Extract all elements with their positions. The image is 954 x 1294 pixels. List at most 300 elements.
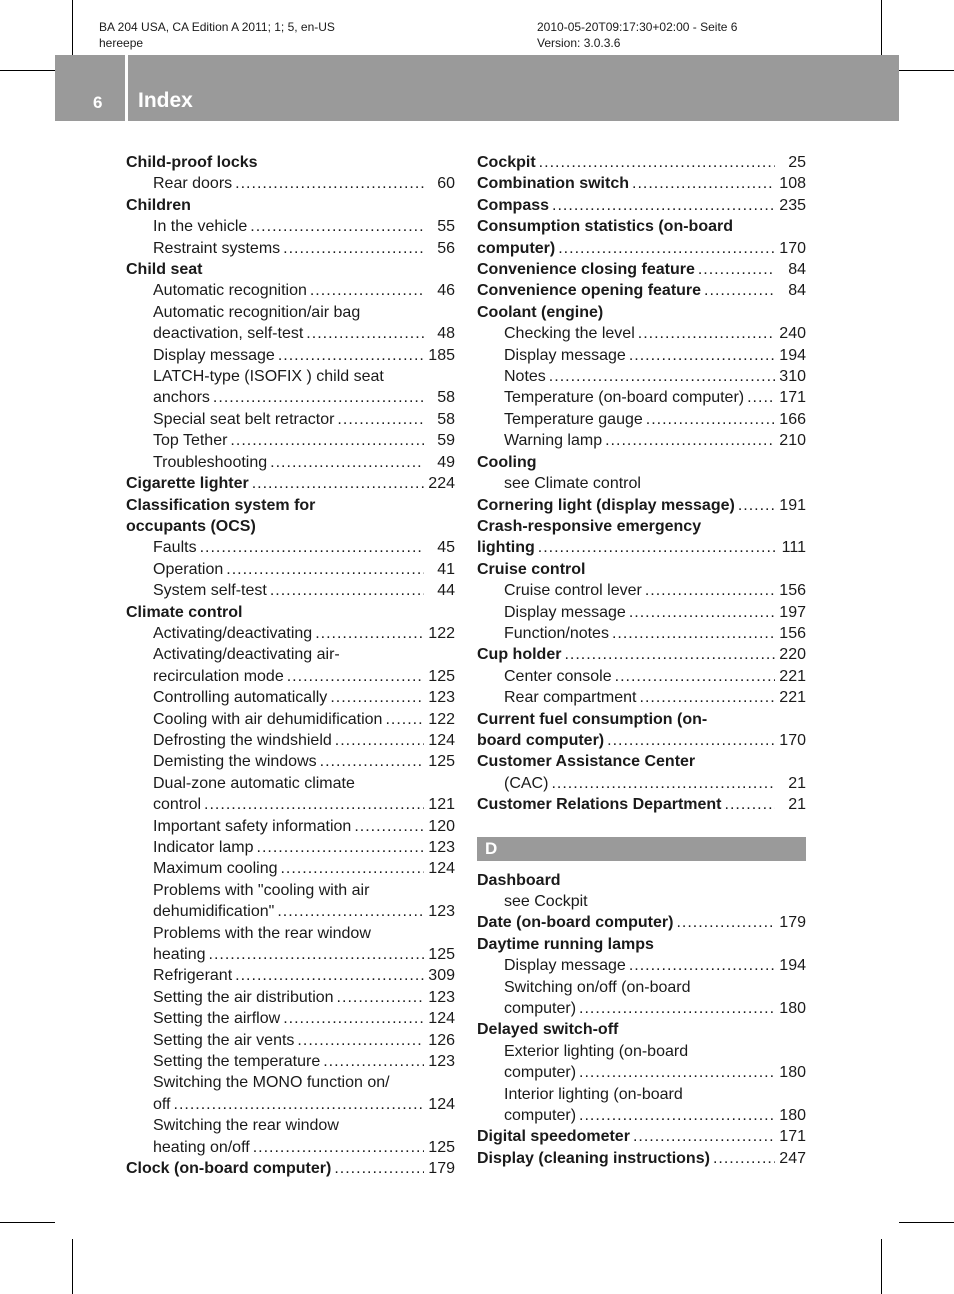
index-subentry [126, 1072, 455, 1093]
entry-label: Consumption statistics (on-board [477, 218, 733, 236]
entry-label: off [153, 1095, 171, 1113]
entry-label: heating [153, 946, 206, 964]
crop-mark [899, 70, 954, 71]
leader-dots [315, 623, 424, 644]
leader-dots [253, 1137, 424, 1158]
index-subentry [477, 1105, 806, 1126]
entry-label: In the vehicle [153, 218, 248, 236]
entry-label: Switching on/off (on-board [504, 978, 691, 996]
page-reference: 221 [779, 667, 806, 685]
index-subentry [126, 580, 455, 601]
leader-dots [213, 387, 424, 408]
leader-dots [277, 901, 424, 922]
page-reference: 179 [779, 914, 806, 932]
entry-label: Cockpit [477, 154, 536, 171]
page-reference: 247 [779, 1149, 806, 1167]
page-reference: 56 [437, 239, 455, 257]
index-entry [477, 516, 806, 537]
index-subentry [477, 366, 806, 387]
entry-label: computer) [504, 1064, 577, 1082]
page-reference: 180 [779, 1107, 806, 1125]
leader-dots [539, 152, 775, 173]
page-reference: 170 [779, 731, 806, 749]
index-entry [477, 794, 806, 815]
leader-dots [698, 259, 775, 280]
leader-dots [725, 794, 776, 815]
entry-label: Cooling with air dehumidification [153, 710, 383, 728]
index-subentry [477, 687, 806, 708]
entry-label: Activating/deactivating [153, 624, 313, 642]
leader-dots [280, 858, 424, 879]
entry-label: Interior lighting (on-board [504, 1085, 683, 1103]
entry-label: board computer) [477, 731, 605, 749]
index-entry [126, 473, 455, 494]
entry-label: see Climate control [504, 475, 641, 493]
index-subentry [126, 880, 455, 901]
page-reference: 170 [779, 239, 806, 257]
leader-dots [579, 1105, 775, 1126]
entry-label: Switching the MONO function on/ [153, 1074, 390, 1092]
leader-dots [579, 998, 775, 1019]
entry-label: Exterior lighting (on-board [504, 1042, 689, 1060]
entry-label: control [153, 796, 202, 814]
index-letter-heading: D [477, 837, 806, 861]
leader-dots [310, 280, 424, 301]
entry-label: Troubleshooting [153, 453, 268, 471]
entry-label: Cornering light (display message) [477, 496, 735, 514]
index-subentry [477, 623, 806, 644]
index-entry [477, 559, 806, 580]
entry-label: Cigarette lighter [126, 475, 249, 493]
entry-label: Setting the airflow [153, 1010, 281, 1028]
entry-label: Crash-responsive emergency [477, 517, 702, 535]
page-title: Index [138, 89, 193, 112]
page-reference: 46 [437, 282, 455, 300]
page-reference: 123 [428, 903, 455, 921]
index-subentry [126, 987, 455, 1008]
entry-label: Customer Assistance Center [477, 753, 696, 771]
entry-label: Child seat [126, 261, 203, 279]
index-subentry [126, 709, 455, 730]
entry-label: Classification system for [126, 496, 316, 514]
page-reference: 41 [437, 560, 455, 578]
entry-label: Current fuel consumption (on- [477, 710, 708, 728]
index-subentry [126, 623, 455, 644]
page-reference: 191 [779, 496, 806, 514]
leader-dots [235, 173, 424, 194]
entry-label: Climate control [126, 603, 243, 621]
index-subentry [126, 730, 455, 751]
leader-dots [226, 559, 424, 580]
page-reference: 122 [428, 624, 455, 642]
leader-dots [323, 1051, 424, 1072]
entry-label: Date (on-board computer) [477, 914, 674, 932]
entry-label: lighting [477, 539, 535, 557]
entry-label: Cruise control [477, 560, 586, 578]
entry-label: System self-test [153, 582, 267, 600]
entry-label: Top Tether [153, 432, 228, 450]
leader-dots [713, 1148, 775, 1169]
print-meta-left [99, 19, 335, 51]
page-reference: 58 [437, 410, 455, 428]
leader-dots [209, 944, 425, 965]
leader-dots [334, 1158, 424, 1179]
page-reference: 310 [779, 368, 806, 386]
page-reference: 123 [428, 839, 455, 856]
entry-label: Cruise control lever [504, 582, 642, 600]
page-reference: 221 [779, 689, 806, 707]
leader-dots [638, 323, 775, 344]
leader-dots [704, 280, 775, 301]
leader-dots [579, 1062, 775, 1083]
page-reference: 180 [779, 1064, 806, 1082]
index-subentry [126, 323, 455, 344]
leader-dots [250, 216, 424, 237]
crop-mark [881, 1239, 882, 1294]
page-reference: 309 [428, 967, 455, 985]
leader-dots [174, 1094, 425, 1115]
index-subentry [126, 537, 455, 558]
page-reference: 49 [437, 453, 455, 471]
entry-label: Switching the rear window [153, 1117, 339, 1135]
page-reference: 224 [428, 475, 455, 493]
entry-label: Automatic recognition/air bag [153, 303, 361, 321]
leader-dots [538, 537, 775, 558]
entry-label: Special seat belt retractor [153, 410, 335, 428]
page-reference: 84 [788, 282, 806, 300]
index-subentry [126, 687, 455, 708]
index-subentry [477, 345, 806, 366]
entry-label: Important safety information [153, 817, 352, 835]
index-entry [477, 870, 806, 891]
page-reference: 124 [428, 731, 455, 749]
entry-label: Setting the temperature [153, 1053, 321, 1071]
entry-label: Warning lamp [504, 432, 603, 450]
entry-label: Compass [477, 196, 550, 214]
index-entry [126, 259, 455, 280]
entry-label: Activating/deactivating air- [153, 646, 340, 664]
entry-label: Coolant (engine) [477, 303, 604, 321]
entry-label: Customer Relations Department [477, 796, 722, 814]
entry-label: Problems with "cooling with air [153, 881, 370, 899]
index-entry [477, 238, 806, 259]
entry-label: Refrigerant [153, 967, 233, 985]
index-subentry [126, 794, 455, 815]
page-reference: 122 [428, 710, 455, 728]
page-reference: 194 [779, 346, 806, 364]
index-subentry [126, 387, 455, 408]
crop-mark [0, 70, 55, 71]
leader-dots [354, 816, 424, 837]
index-subentry [477, 773, 806, 794]
leader-dots [747, 387, 775, 408]
entry-label: Controlling automatically [153, 689, 328, 707]
entry-label: Setting the air distribution [153, 988, 334, 1006]
index-subentry [126, 302, 455, 323]
index-subentry [126, 1030, 455, 1051]
index-subentry [477, 387, 806, 408]
entry-label: Function/notes [504, 624, 609, 642]
index-subentry [126, 944, 455, 965]
index-subentry [477, 580, 806, 601]
index-subentry [126, 1051, 455, 1072]
index-subentry [126, 923, 455, 944]
index-subentry [477, 977, 806, 998]
index-subentry [126, 173, 455, 194]
index-entry [126, 495, 455, 516]
entry-label: see Cockpit [504, 893, 588, 910]
leader-dots [551, 773, 775, 794]
index-subentry [126, 965, 455, 986]
index-entry [126, 516, 455, 537]
index-subentry [477, 891, 806, 912]
entry-label: Problems with the rear window [153, 924, 371, 942]
entry-label: Dashboard [477, 871, 561, 889]
crop-mark [0, 1222, 55, 1223]
leader-dots [287, 666, 424, 687]
index-subentry [126, 430, 455, 451]
index-entry [477, 1148, 806, 1169]
leader-dots [629, 602, 775, 623]
index-entry [477, 1019, 806, 1040]
entry-label: Cooling [477, 453, 537, 471]
meta-line: Version: 3.0.3.6 [537, 36, 621, 50]
page-reference: 156 [779, 582, 806, 600]
index-entry [477, 1126, 806, 1147]
page-header-banner [55, 55, 899, 121]
page-reference: 21 [788, 796, 806, 814]
page-reference: 123 [428, 689, 455, 707]
page-reference: 185 [428, 346, 455, 364]
entry-label: (CAC) [504, 774, 549, 792]
page-reference: 21 [788, 774, 806, 792]
leader-dots [676, 912, 775, 933]
page-reference: 179 [428, 1160, 455, 1178]
index-subentry [477, 1084, 806, 1105]
page-reference: 124 [428, 860, 455, 878]
index-entry [477, 216, 806, 237]
index-entry [477, 259, 806, 280]
leader-dots [738, 495, 775, 516]
page-reference: 180 [779, 1000, 806, 1018]
index-subentry [126, 559, 455, 580]
print-meta-right [537, 19, 737, 51]
entry-label: Demisting the windows [153, 753, 317, 771]
entry-label: Children [126, 196, 191, 214]
entry-label: recirculation mode [153, 667, 284, 685]
leader-dots [330, 687, 424, 708]
page-reference: 210 [779, 432, 806, 450]
index-entry [477, 495, 806, 516]
leader-dots [632, 173, 775, 194]
entry-label: Delayed switch-off [477, 1021, 619, 1039]
index-subentry [477, 1062, 806, 1083]
entry-label: Clock (on-board computer) [126, 1160, 332, 1178]
leader-dots [633, 1126, 775, 1147]
leader-dots [549, 366, 775, 387]
entry-label: Display message [153, 346, 275, 364]
header-separator [125, 55, 128, 121]
page-reference: 121 [428, 796, 455, 814]
index-subentry [477, 430, 806, 451]
page-reference: 171 [779, 389, 806, 407]
page-reference: 58 [437, 389, 455, 407]
entry-label: Display message [504, 957, 626, 975]
index-subentry [477, 666, 806, 687]
leader-dots [306, 323, 424, 344]
index-entry [477, 709, 806, 730]
index-subentry [477, 473, 806, 494]
leader-dots [564, 644, 775, 665]
entry-label: Daytime running lamps [477, 935, 654, 953]
leader-dots [283, 238, 424, 259]
index-entry [477, 751, 806, 772]
index-subentry [126, 1008, 455, 1029]
leader-dots [612, 623, 775, 644]
entry-label: Rear doors [153, 175, 233, 193]
page-reference: 55 [437, 218, 455, 236]
entry-label: Indicator lamp [153, 839, 254, 856]
entry-label: Digital speedometer [477, 1128, 630, 1146]
entry-label: Convenience closing feature [477, 261, 695, 279]
leader-dots [615, 666, 775, 687]
page-reference: 108 [779, 175, 806, 193]
page-reference: 48 [437, 325, 455, 343]
entry-label: Child-proof locks [126, 154, 258, 171]
index-subentry [126, 901, 455, 922]
leader-dots [297, 1030, 424, 1051]
leader-dots [320, 751, 424, 772]
entry-label: Cup holder [477, 646, 562, 664]
page-reference: 111 [781, 539, 806, 557]
leader-dots [270, 580, 424, 601]
index-subentry [126, 644, 455, 665]
index-subentry [126, 345, 455, 366]
index-subentry [126, 366, 455, 387]
leader-dots [605, 430, 775, 451]
index-entry [477, 934, 806, 955]
index-subentry [126, 751, 455, 772]
crop-mark [881, 0, 882, 55]
leader-dots [629, 955, 775, 976]
page-reference: 84 [788, 261, 806, 279]
entry-label: computer) [477, 239, 556, 257]
entry-label: Operation [153, 560, 224, 578]
leader-dots [645, 580, 775, 601]
entry-label: dehumidification" [153, 903, 275, 921]
index-subentry [126, 1137, 455, 1158]
entry-label: Convenience opening feature [477, 282, 702, 300]
index-entry [477, 730, 806, 751]
entry-label: Dual-zone automatic climate [153, 774, 355, 792]
entry-label: Display message [504, 603, 626, 621]
leader-dots [337, 409, 424, 430]
index-subentry [126, 452, 455, 473]
index-entry [126, 1158, 455, 1179]
leader-dots [640, 687, 776, 708]
page-reference: 235 [779, 196, 806, 214]
entry-label: deactivation, self-test [153, 325, 304, 343]
index-entry [477, 195, 806, 216]
entry-label: Checking the level [504, 325, 635, 343]
page-reference: 220 [779, 646, 806, 664]
entry-label: Center console [504, 667, 612, 685]
page-reference: 171 [779, 1128, 806, 1146]
entry-label: anchors [153, 389, 210, 407]
index-subentry [126, 816, 455, 837]
leader-dots [278, 345, 424, 366]
index-entry [477, 452, 806, 473]
index-entry [477, 302, 806, 323]
index-subentry [126, 409, 455, 430]
index-subentry [477, 1041, 806, 1062]
meta-line: hereepe [99, 36, 144, 50]
leader-dots [252, 473, 424, 494]
index-entry [126, 152, 455, 173]
leader-dots [385, 709, 424, 730]
entry-label: computer) [504, 1107, 577, 1125]
page-reference: 194 [779, 957, 806, 975]
entry-label: Display (cleaning instructions) [477, 1149, 710, 1167]
meta-line: 2010-05-20T09:17:30+02:00 - Seite 6 [537, 20, 738, 34]
entry-label: Maximum cooling [153, 860, 278, 878]
leader-dots [558, 238, 775, 259]
index-subentry [126, 1115, 455, 1136]
page-reference: 45 [437, 539, 455, 557]
page-reference: 124 [428, 1010, 455, 1028]
page-reference: 25 [788, 154, 806, 171]
leader-dots [629, 345, 775, 366]
index-entry [477, 152, 806, 173]
page-reference: 124 [428, 1095, 455, 1113]
leader-dots [257, 837, 425, 858]
page-reference: 123 [428, 988, 455, 1006]
crop-mark [72, 0, 73, 55]
page-number: 6 [93, 93, 103, 112]
index-subentry [126, 238, 455, 259]
index-entry [477, 537, 806, 558]
entry-label: Restraint systems [153, 239, 281, 257]
index-entry [126, 602, 455, 623]
entry-label: Combination switch [477, 175, 629, 193]
page-reference: 123 [428, 1053, 455, 1071]
leader-dots [235, 965, 424, 986]
entry-label: Defrosting the windshield [153, 731, 332, 749]
index-subentry [126, 216, 455, 237]
index-subentry [477, 409, 806, 430]
page-reference: 60 [437, 175, 455, 193]
page-reference: 59 [437, 432, 455, 450]
index-subentry [126, 773, 455, 794]
leader-dots [270, 452, 424, 473]
entry-label: Rear compartment [504, 689, 637, 707]
leader-dots [552, 195, 775, 216]
page-reference: 125 [428, 1138, 455, 1156]
index-subentry [126, 858, 455, 879]
entry-label: Setting the air vents [153, 1031, 295, 1049]
leader-dots [283, 1008, 424, 1029]
entry-label: occupants (OCS) [126, 517, 256, 535]
meta-line: BA 204 USA, CA Edition A 2011; 1; 5, en-US [99, 20, 335, 34]
index-entry [126, 195, 455, 216]
index-subentry [126, 666, 455, 687]
leader-dots [200, 537, 424, 558]
page-reference: 125 [428, 667, 455, 685]
leader-dots [646, 409, 775, 430]
index-subentry [477, 998, 806, 1019]
leader-dots [204, 794, 424, 815]
index-entry [477, 173, 806, 194]
